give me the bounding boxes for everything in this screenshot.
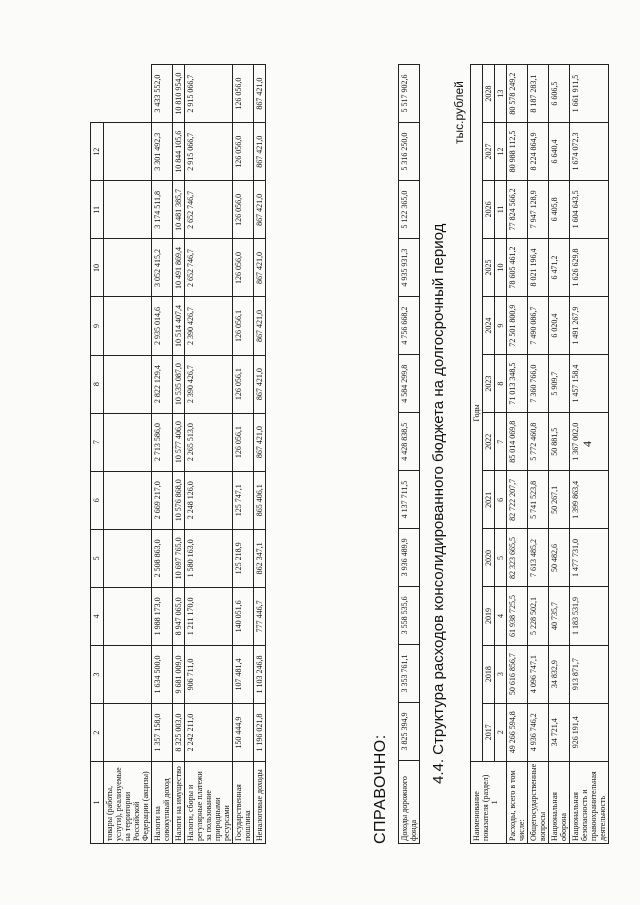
table-cell: 126 056,0 <box>233 181 254 239</box>
table-cell: 1 457 158,4 <box>570 355 609 413</box>
table-cell: 867 421,0 <box>254 413 266 471</box>
table-cell: 6 020,4 <box>549 297 570 355</box>
header-cell: 5 <box>91 529 104 587</box>
table-row <box>173 65 185 844</box>
table-cell: 126 056,1 <box>233 355 254 413</box>
column-number-cell: 6 <box>495 471 507 529</box>
table-cell: 4 584 299,8 <box>399 355 420 413</box>
row-label: Национальная безопасность и правоохранительная деятельность <box>570 761 609 843</box>
table-cell: 1 196 021,8 <box>254 704 266 762</box>
table-cell: 8 947 065,0 <box>173 587 185 645</box>
table-cell: 71 013 348,5 <box>507 355 528 413</box>
table-cell: 72 501 800,9 <box>507 297 528 355</box>
table-row <box>152 65 173 844</box>
header-cell: 2 <box>91 704 104 762</box>
header-cell: 12 <box>91 123 104 181</box>
header-cell: 10 <box>91 239 104 297</box>
table-cell: 7 947 128,9 <box>528 180 549 238</box>
table-cell: 1 580 163,0 <box>185 529 233 587</box>
table-cell: 10 535 087,0 <box>173 355 185 413</box>
header-cell: 8 <box>91 355 104 413</box>
table-cell: 5 517 902,6 <box>399 65 420 123</box>
year-cell: 2017 <box>483 703 495 761</box>
table-cell: 10 577 406,0 <box>173 413 185 471</box>
column-number-cell: 10 <box>495 238 507 296</box>
table-cell: 7 490 086,7 <box>528 297 549 355</box>
table-cell: 5 228 502,1 <box>528 587 549 645</box>
table-cell: 2 652 746,7 <box>185 181 233 239</box>
units-label: тыс.рублей <box>452 81 466 144</box>
header-cell: 11 <box>91 181 104 239</box>
table-cell: 10 576 868,0 <box>173 471 185 529</box>
table-cell <box>104 529 152 587</box>
table-cell: 1 399 863,4 <box>570 471 609 529</box>
table-cell: 5 741 523,8 <box>528 471 549 529</box>
table-cell: 50 881,5 <box>549 413 570 471</box>
table-cell: 2 390 426,7 <box>185 355 233 413</box>
header-cell: 9 <box>91 297 104 355</box>
row-label: Государственная пошлина <box>233 762 254 844</box>
table-cell: 6 606,5 <box>549 65 570 123</box>
table-cell: 867 421,0 <box>254 181 266 239</box>
year-cell: 2028 <box>483 65 495 123</box>
year-cell: 2027 <box>483 123 495 181</box>
table-cell: 1 604 643,5 <box>570 180 609 238</box>
year-cell: 2019 <box>483 587 495 645</box>
table-cell: 6 640,4 <box>549 123 570 181</box>
table-cell: 867 421,0 <box>254 65 266 123</box>
header-cell: 7 <box>91 413 104 471</box>
row-label: Доходы дорожного фонда <box>399 761 420 844</box>
table-cell <box>104 645 152 703</box>
table-cell: 2 265 513,0 <box>185 413 233 471</box>
table-cell: 77 824 566,2 <box>507 180 528 238</box>
column-number-cell: 12 <box>495 123 507 181</box>
table-cell: 10 514 407,4 <box>173 297 185 355</box>
table-cell: 8 021 196,4 <box>528 238 549 296</box>
table-cell: 61 938 725,5 <box>507 587 528 645</box>
table-cell: 3 353 761,1 <box>399 644 420 702</box>
table-cell: 2 915 066,7 <box>185 123 233 181</box>
table-cell: 2 508 863,0 <box>152 529 173 587</box>
table-cell: 82 323 665,5 <box>507 529 528 587</box>
table-cell: 862 347,1 <box>254 529 266 587</box>
column-number-cell: 4 <box>495 587 507 645</box>
table-cell: 1 988 173,0 <box>152 587 173 645</box>
table-cell: 4 935 931,3 <box>399 239 420 297</box>
table-cell: 4 137 711,5 <box>399 471 420 529</box>
table-cell: 50 267,1 <box>549 471 570 529</box>
section-title: 4.4. Структура расходов консолидированного бюджета на долгосрочный период <box>430 223 447 784</box>
table-header-row <box>471 65 483 844</box>
table-cell: 150 444,9 <box>233 704 254 762</box>
table-cell: 1 491 267,9 <box>570 297 609 355</box>
table-cell: 867 421,0 <box>254 355 266 413</box>
table-cell: 126 056,1 <box>233 413 254 471</box>
table-cell <box>104 413 152 471</box>
table-cell: 8 325 003,0 <box>173 704 185 762</box>
table-cell: 4 428 838,5 <box>399 413 420 471</box>
table-cell: 3 052 415,2 <box>152 239 173 297</box>
table-cell: 2 713 586,0 <box>152 413 173 471</box>
table-cell: 4 756 668,2 <box>399 297 420 355</box>
table-row <box>104 65 152 844</box>
table-cell <box>104 355 152 413</box>
table-cell: 5 772 460,8 <box>528 413 549 471</box>
table-cell: 1 183 531,9 <box>570 587 609 645</box>
table-cell <box>104 471 152 529</box>
table-cell: 867 421,0 <box>254 239 266 297</box>
table-row <box>233 65 254 844</box>
table-cell: 1 634 500,0 <box>152 645 173 703</box>
column-number-first: 1 <box>490 800 499 805</box>
year-cell: 2018 <box>483 645 495 703</box>
row-label: Расходы, всего в том числе: <box>507 761 528 843</box>
year-cell: 2024 <box>483 297 495 355</box>
table-cell: 125 218,9 <box>233 529 254 587</box>
table-cell: 4 096 747,1 <box>528 645 549 703</box>
rotated-content <box>90 44 610 844</box>
table-cell: 10 697 765,0 <box>173 529 185 587</box>
table-cell: 10 491 869,4 <box>173 239 185 297</box>
table-cell: 80 578 249,2 <box>507 65 528 123</box>
year-cell: 2026 <box>483 180 495 238</box>
table-cell: 6 405,8 <box>549 180 570 238</box>
table-cell: 78 605 461,2 <box>507 238 528 296</box>
table-cell <box>104 704 152 762</box>
table-cell: 3 433 552,0 <box>152 65 173 123</box>
year-cell: 2021 <box>483 471 495 529</box>
header-cell: 1 <box>91 762 104 844</box>
table-row <box>507 65 528 844</box>
table-cell: 2 935 014,6 <box>152 297 173 355</box>
year-cell: 2022 <box>483 413 495 471</box>
road-fund-table <box>398 64 420 844</box>
table-cell: 10 844 105,6 <box>173 123 185 181</box>
table-cell: 82 722 207,7 <box>507 471 528 529</box>
table-cell: 1 674 072,3 <box>570 123 609 181</box>
table-cell: 2 669 217,0 <box>152 471 173 529</box>
header-cell: 4 <box>91 587 104 645</box>
table-cell: 913 871,7 <box>570 645 609 703</box>
table-cell: 2 248 126,0 <box>185 471 233 529</box>
table-cell <box>104 239 152 297</box>
table-cell: 34 721,4 <box>549 703 570 761</box>
table-cell <box>104 123 152 181</box>
header-cell: 3 <box>91 645 104 703</box>
row-label: Национальная оборона <box>549 761 570 843</box>
row-label: Налоги на совокупный доход <box>152 762 173 844</box>
header-label: Наименование показателя (раздел) 1 <box>471 761 507 843</box>
table-cell: 50 616 856,7 <box>507 645 528 703</box>
table-cell: 8 224 864,9 <box>528 123 549 181</box>
table-cell: 5 316 250,0 <box>399 123 420 181</box>
table-cell <box>104 297 152 355</box>
header-group: Годы <box>471 65 483 762</box>
column-number-cell: 3 <box>495 645 507 703</box>
table-row <box>549 65 570 844</box>
year-cell: 2023 <box>483 355 495 413</box>
page-number: 4 <box>580 441 594 447</box>
table-cell <box>104 181 152 239</box>
row-label: Неналоговые доходы <box>254 762 266 844</box>
table-cell: 865 406,1 <box>254 471 266 529</box>
header-cell: 6 <box>91 471 104 529</box>
table-row <box>185 65 233 844</box>
table-cell: 7 360 766,0 <box>528 355 549 413</box>
table-cell: 3 174 511,8 <box>152 181 173 239</box>
table-cell: 1 477 731,0 <box>570 529 609 587</box>
table-cell: 140 051,6 <box>233 587 254 645</box>
table-cell: 5 909,7 <box>549 355 570 413</box>
table-cell: 34 832,9 <box>549 645 570 703</box>
reference-label: СПРАВОЧНО: <box>372 734 389 844</box>
column-number-cell: 7 <box>495 413 507 471</box>
table-cell: 7 613 485,2 <box>528 529 549 587</box>
table-cell: 3 558 535,6 <box>399 586 420 644</box>
table-cell: 3 301 492,3 <box>152 123 173 181</box>
table-cell: 1 367 002,0 <box>570 413 609 471</box>
table-cell: 126 056,0 <box>233 65 254 123</box>
table-cell: 926 191,4 <box>570 703 609 761</box>
table-cell: 40 735,7 <box>549 587 570 645</box>
table-cell: 10 810 954,0 <box>173 65 185 123</box>
table-cell: 2 652 746,7 <box>185 239 233 297</box>
table-cell: 5 122 365,0 <box>399 181 420 239</box>
table-cell: 906 711,0 <box>185 645 233 703</box>
column-numbers-row <box>495 65 507 844</box>
table-cell: 4 936 746,2 <box>528 703 549 761</box>
table-cell: 2 390 426,7 <box>185 297 233 355</box>
column-number-cell: 11 <box>495 180 507 238</box>
column-number-cell: 9 <box>495 297 507 355</box>
table-header-row <box>91 65 104 844</box>
table-cell: 1 211 170,0 <box>185 587 233 645</box>
row-label: Налоги, сборы и регулярные платежи за пользование природными ресурсами <box>185 762 233 844</box>
table-cell: 3 936 489,9 <box>399 528 420 586</box>
row-label: Общегосударственные вопросы <box>528 761 549 843</box>
table-cell: 126 056,0 <box>233 239 254 297</box>
table-cell: 49 266 594,8 <box>507 703 528 761</box>
table-cell: 126 056,0 <box>233 123 254 181</box>
table-cell: 1 661 911,5 <box>570 65 609 123</box>
table-cell: 2 822 129,4 <box>152 355 173 413</box>
table-cell: 1 626 629,8 <box>570 238 609 296</box>
table-row <box>399 65 420 844</box>
table-cell: 85 014 069,8 <box>507 413 528 471</box>
table-cell: 125 747,1 <box>233 471 254 529</box>
table-cell: 126 056,1 <box>233 297 254 355</box>
column-number-cell: 8 <box>495 355 507 413</box>
table-row <box>254 65 266 844</box>
table-cell: 9 681 009,0 <box>173 645 185 703</box>
years-row <box>483 65 495 844</box>
table-cell: 2 915 066,7 <box>185 65 233 123</box>
column-number-cell: 5 <box>495 529 507 587</box>
table-cell: 80 988 112,5 <box>507 123 528 181</box>
table-cell: 867 421,0 <box>254 297 266 355</box>
table-cell: 6 471,2 <box>549 238 570 296</box>
table-cell: 1 357 158,0 <box>152 704 173 762</box>
table-cell: 777 446,7 <box>254 587 266 645</box>
table-cell: 3 825 394,9 <box>399 702 420 760</box>
table-cell: 2 242 211,0 <box>185 704 233 762</box>
table-cell: 10 481 385,7 <box>173 181 185 239</box>
table-cell: 867 421,0 <box>254 123 266 181</box>
year-cell: 2020 <box>483 529 495 587</box>
row-label: Налоги на имущество <box>173 762 185 844</box>
table-cell: 1 103 246,8 <box>254 645 266 703</box>
table-cell: 8 187 283,1 <box>528 65 549 123</box>
year-cell: 2025 <box>483 238 495 296</box>
table-cell: 50 482,6 <box>549 529 570 587</box>
revenue-table <box>90 64 266 844</box>
table-cell <box>104 587 152 645</box>
row-label: товары (работы, услуги), реализуемые на территории Российской Федерации (акцизы) <box>104 762 152 844</box>
column-number-cell: 2 <box>495 703 507 761</box>
table-cell: 107 481,4 <box>233 645 254 703</box>
table-row <box>528 65 549 844</box>
column-number-cell: 13 <box>495 65 507 123</box>
